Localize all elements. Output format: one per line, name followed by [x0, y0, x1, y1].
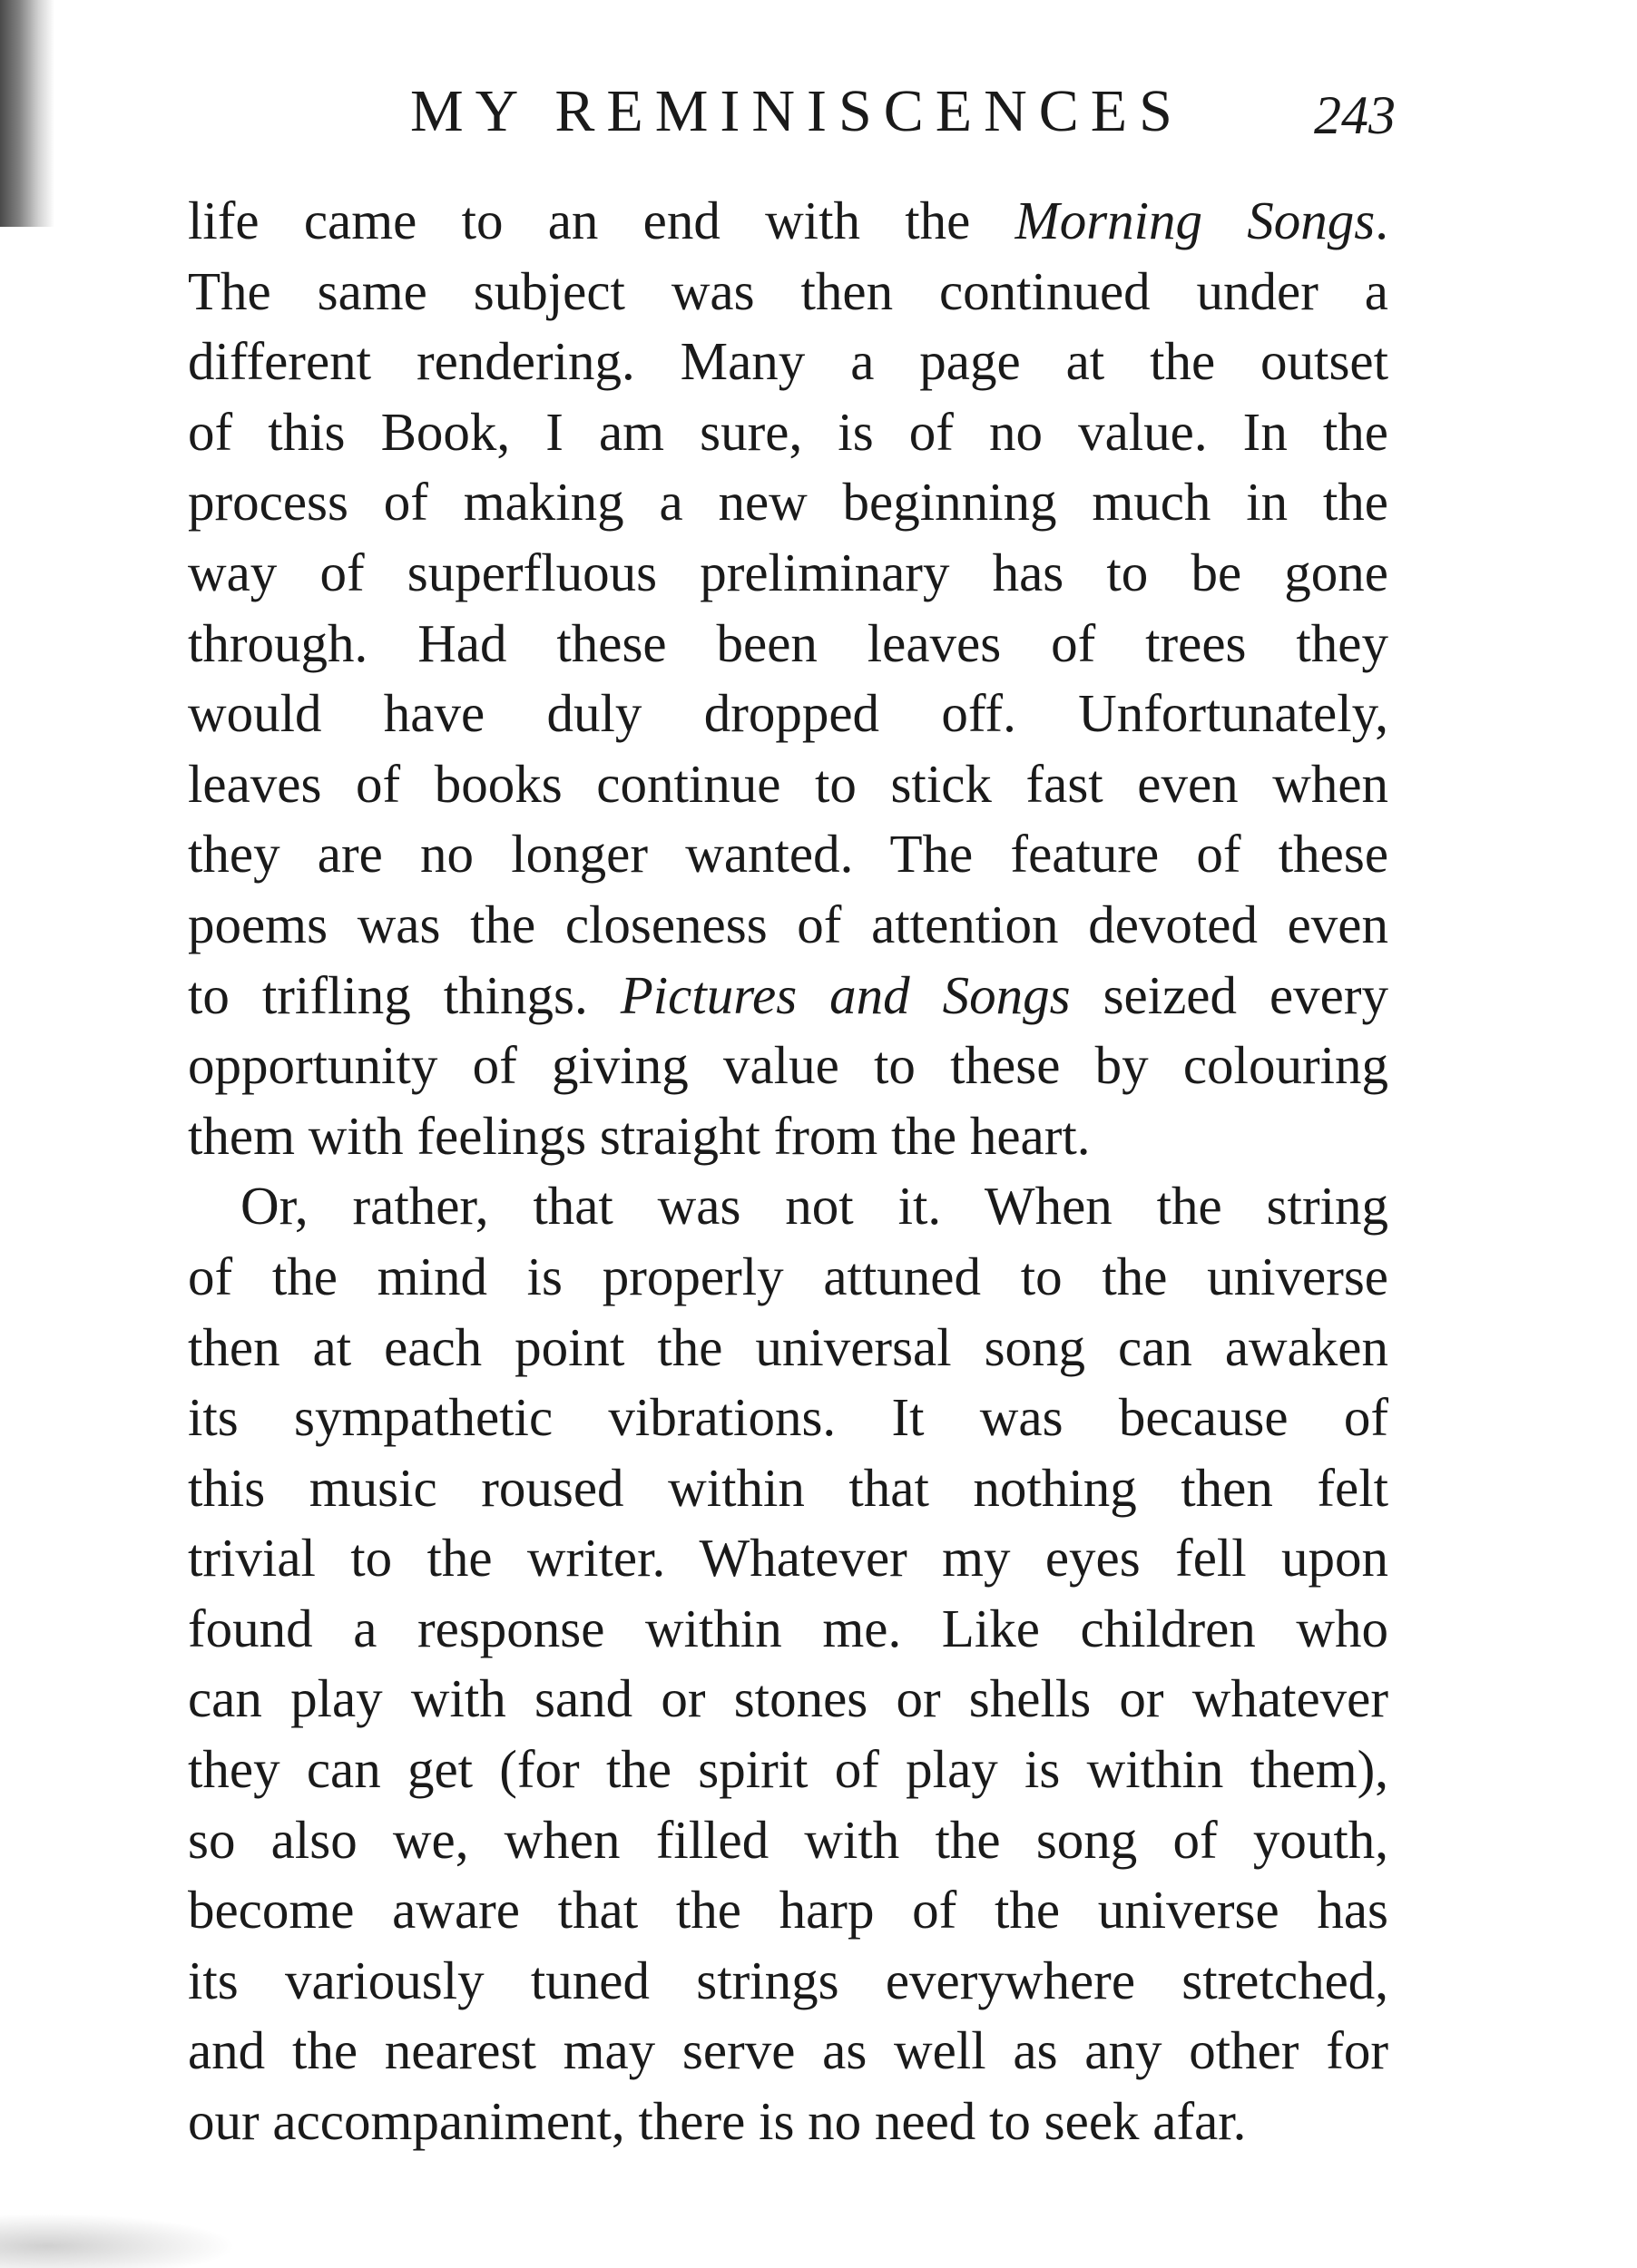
text-line: of the mind is properly attuned to the universe — [188, 1246, 1388, 1306]
text-line: and the nearest may serve as well as any other for — [188, 2020, 1388, 2081]
text-line: them with feelings straight from the heart. — [188, 1105, 1091, 1166]
text-line: can play with sand or stones or shells or whatever — [188, 1668, 1388, 1729]
page-number: 243 — [1314, 85, 1396, 145]
text-line: become aware that the harp of the universe has — [188, 1880, 1388, 1941]
text-line: would have duly dropped off. Unfortunately, — [188, 683, 1388, 744]
text-line: leaves of books continue to stick fast even when — [188, 753, 1388, 814]
text-line: found a response within me. Like children who — [188, 1598, 1388, 1658]
text-line: of this Book, I am sure, is of no value. In the — [188, 401, 1388, 462]
text-line: life came to an end with the Morning Songs. — [188, 191, 1389, 250]
text-line: this music roused within that nothing then felt — [188, 1457, 1388, 1518]
italic-title: Morning Songs — [1015, 191, 1376, 250]
scan-speckle — [0, 2214, 236, 2268]
paragraph — [188, 1171, 1388, 2156]
text-line: so also we, when filled with the song of youth, — [188, 1809, 1388, 1870]
text-line: poems was the closeness of attention devoted even — [188, 894, 1388, 954]
text-line: trivial to the writer. Whatever my eyes fell upon — [188, 1528, 1388, 1589]
text-line: its variously tuned strings everywhere stretched, — [188, 1950, 1388, 2010]
running-head — [0, 71, 1637, 152]
italic-title: Pictures and Songs — [620, 964, 1071, 1025]
text-line: Or, rather, that was not it. When the string — [240, 1176, 1388, 1237]
body-text — [188, 186, 1388, 2157]
text-line: The same subject was then continued under a — [188, 260, 1388, 321]
paragraph — [188, 186, 1388, 1171]
text-line: its sympathetic vibrations. It was because of — [188, 1387, 1388, 1448]
text-line: different rendering. Many a page at the outset — [188, 331, 1388, 392]
text-line: through. Had these been leaves of trees they — [188, 612, 1388, 673]
text-line: they are no longer wanted. The feature of these — [188, 824, 1388, 885]
text-line: to trifling things. Pictures and Songs seized every — [188, 964, 1389, 1025]
text-line: way of superfluous preliminary has to be gone — [188, 542, 1388, 602]
text-line: they can get (for the spirit of play is within them), — [188, 1739, 1388, 1800]
text-line: our accompaniment, there is no need to seek afar. — [188, 2091, 1247, 2152]
running-title: MY REMINISCENCES — [410, 78, 1184, 144]
text-line: then at each point the universal song can awaken — [188, 1316, 1388, 1377]
text-line: opportunity of giving value to these by colouring — [188, 1035, 1388, 1096]
text-line: process of making a new beginning much in the — [188, 472, 1388, 533]
